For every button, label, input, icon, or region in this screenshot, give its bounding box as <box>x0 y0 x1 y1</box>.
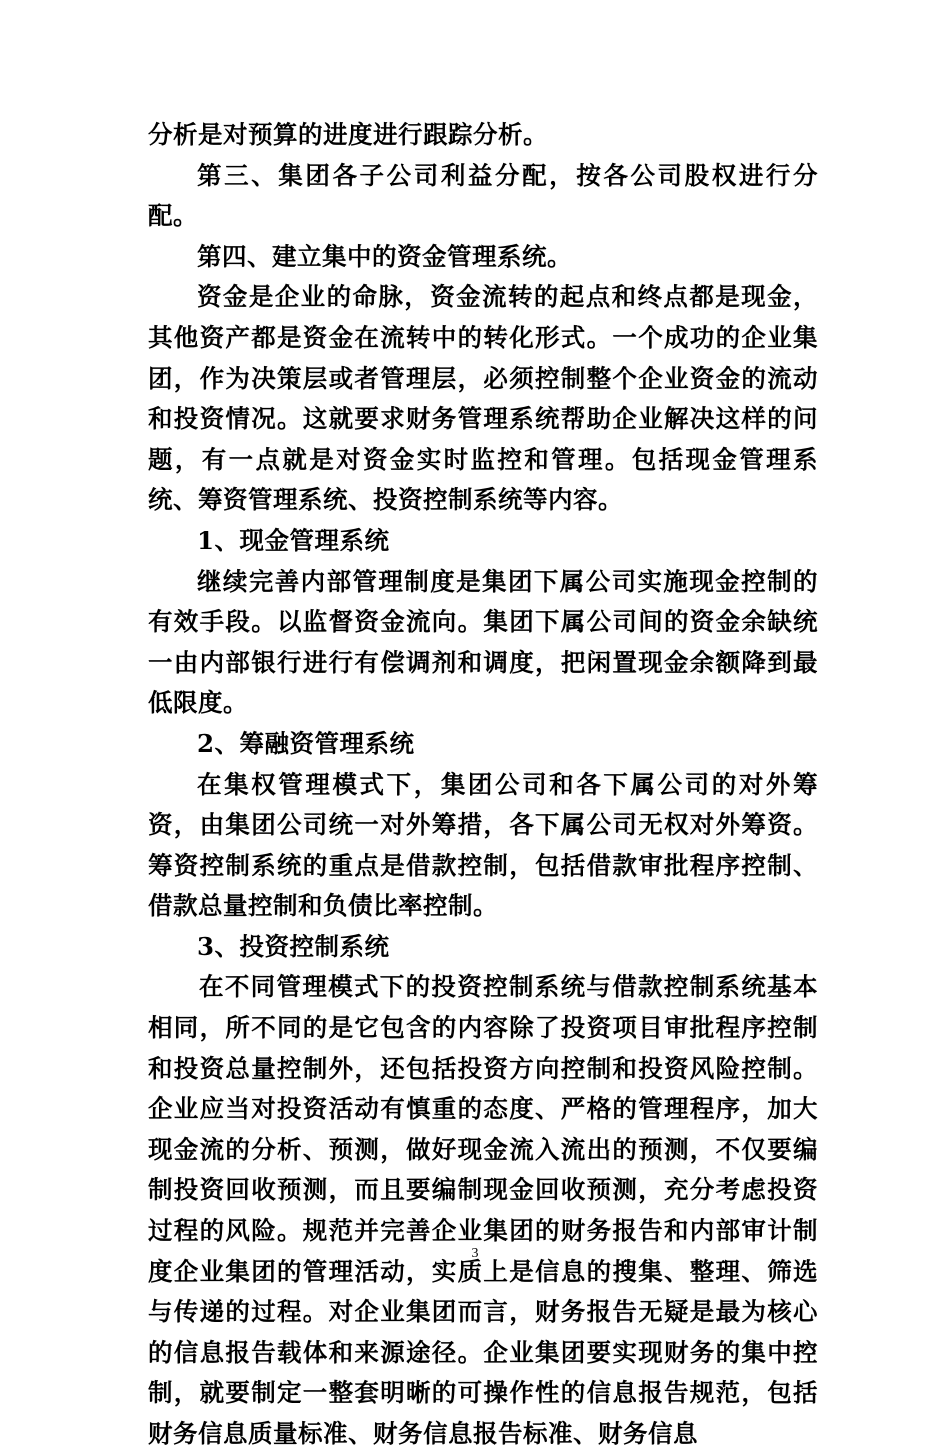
heading-investment-control: 3、投资控制系统 <box>197 931 390 961</box>
heading-cash-management: 1、现金管理系统 <box>197 525 390 555</box>
heading-financing-management: 2、筹融资管理系统 <box>197 728 415 758</box>
paragraph-fund-system-heading: 第四、建立集中的资金管理系统。 <box>197 241 572 271</box>
paragraph-budget-analysis: 分析是对预算的进度进行跟踪分析。 <box>148 120 548 149</box>
paragraph-investment-control: 在不同管理模式下的投资控制系统与借款控制系统基本相同，所不同的是它包含的内容除了投资项目审批程序控制和投资总量控制外，还包括投资方向控制和投资风险控制。企业应当对投资活动有慎重的态度、严格的管理程序，加大现金流的分析、预测，做好现金流入流出的预测，不仅要编制投资回收预测，而且要编制现金回收预测，充分考虑投资过程的风险。规范并完善企业集团的财务报告和内部审计制度企业集团的管理活动，实质上是信息的搜集、整理、筛选与传递的过程。对企业集团而言，财务报告无疑是最为核心的信息报告载体和来源途径。企业集团要实现财务的集中控制，就要制定一整套明晰的可操作性的信息报告规范，包括财务信息质量标准、财务信息报告标准、财务信息 <box>148 972 818 1448</box>
paragraph-financing-management: 在集权管理模式下，集团公司和各下属公司的对外筹资，由集团公司统一对外筹措，各下属公司无权对外筹资。筹资控制系统的重点是借款控制，包括借款审批程序控制、借款总量控制和负债比率控制。 <box>148 769 818 921</box>
paragraph-cash-management: 继续完善内部管理制度是集团下属公司实施现金控制的有效手段。以监督资金流向。集团下属公司间的资金余缺统一由内部银行进行有偿调剂和调度，把闲置现金余额降到最低限度。 <box>148 566 818 718</box>
paragraph-profit-distribution: 第三、集团各子公司利益分配，按各公司股权进行分配。 <box>148 160 818 231</box>
paragraph-fund-lifeline: 资金是企业的命脉，资金流转的起点和终点都是现金，其他资产都是资金在流转中的转化形式。一个成功的企业集团，作为决策层或者管理层，必须控制整个企业资金的流动和投资情况。这就要求财务管理系统帮助企业解决这样的问题，有一点就是对资金实时监控和管理。包括现金管理系统、筹资管理系统、投资控制系统等内容。 <box>148 282 818 515</box>
page-number: 3 <box>471 1246 479 1261</box>
